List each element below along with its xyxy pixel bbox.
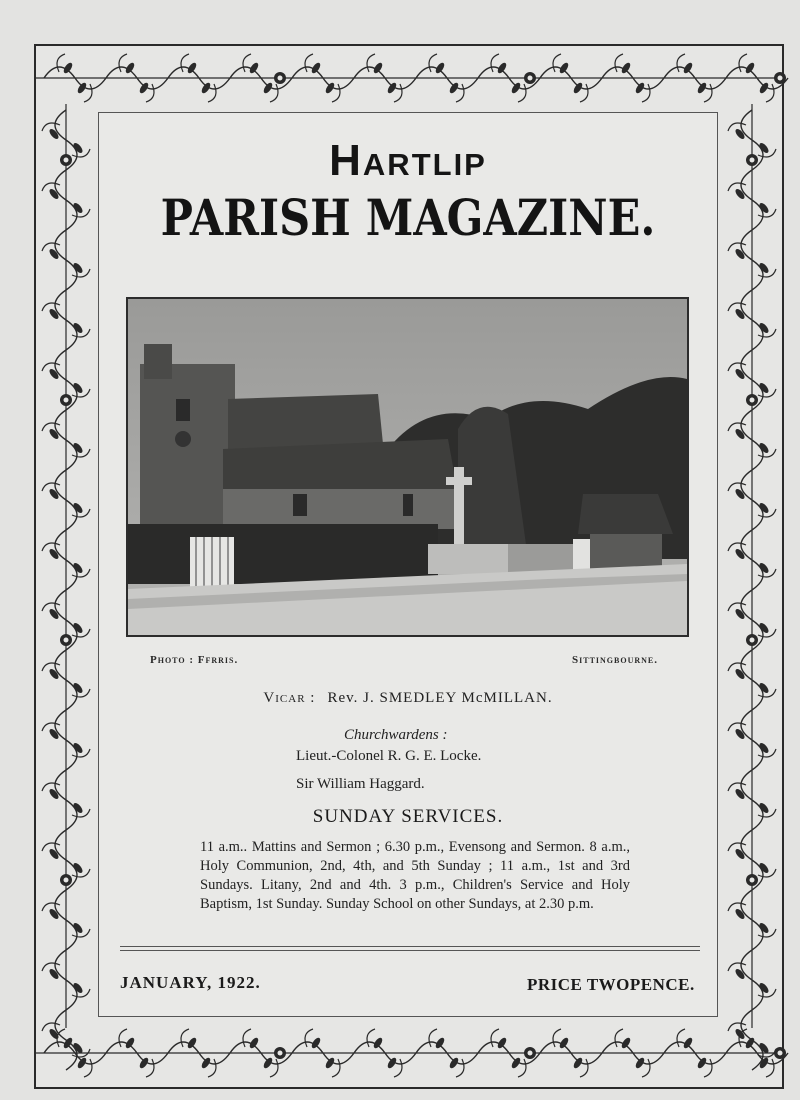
divider-rule [120,950,700,951]
services-heading: SUNDAY SERVICES. [312,806,504,827]
photo-credit-left: Photo : Ffrris. [150,654,239,666]
church-photo-icon [128,299,687,635]
issue-date: JANUARY, 1922. [120,973,261,992]
churchwardens-heading: Churchwardens : [344,727,448,743]
churchwarden-name: Sir William Haggard. [296,776,425,792]
vicar-role: Vicar : [263,690,316,706]
vicar-name: Rev. J. SMEDLEY McMILLAN. [327,690,553,706]
services-text: 11 a.m.. Mattins and Sermon ; 6.30 p.m., Evensong and Sermon. 8 a.m., Holy Communion, 2nd, 4th, and 5th Sunday ; 11 a.m., 1st and 3rd Sundays. Litany, 2nd and 4th. 3 p.m., Children's Service and Holy Baptism, 1st Sunday. Sunday School on other Sundays, at 2.30 p.m. [200,839,630,912]
church-photo [126,297,689,637]
divider-rule [120,946,700,947]
vicar-line [98,690,718,707]
issue-price: PRICE TWOPENCE. [527,975,695,994]
masthead-title-top: Hartlip [329,136,487,185]
masthead-title-main: PARISH MAGAZINE. [160,188,656,247]
photo-credit-right: Sittingbourne. [572,654,658,666]
churchwarden-name: Lieut.-Colonel R. G. E. Locke. [296,748,482,764]
